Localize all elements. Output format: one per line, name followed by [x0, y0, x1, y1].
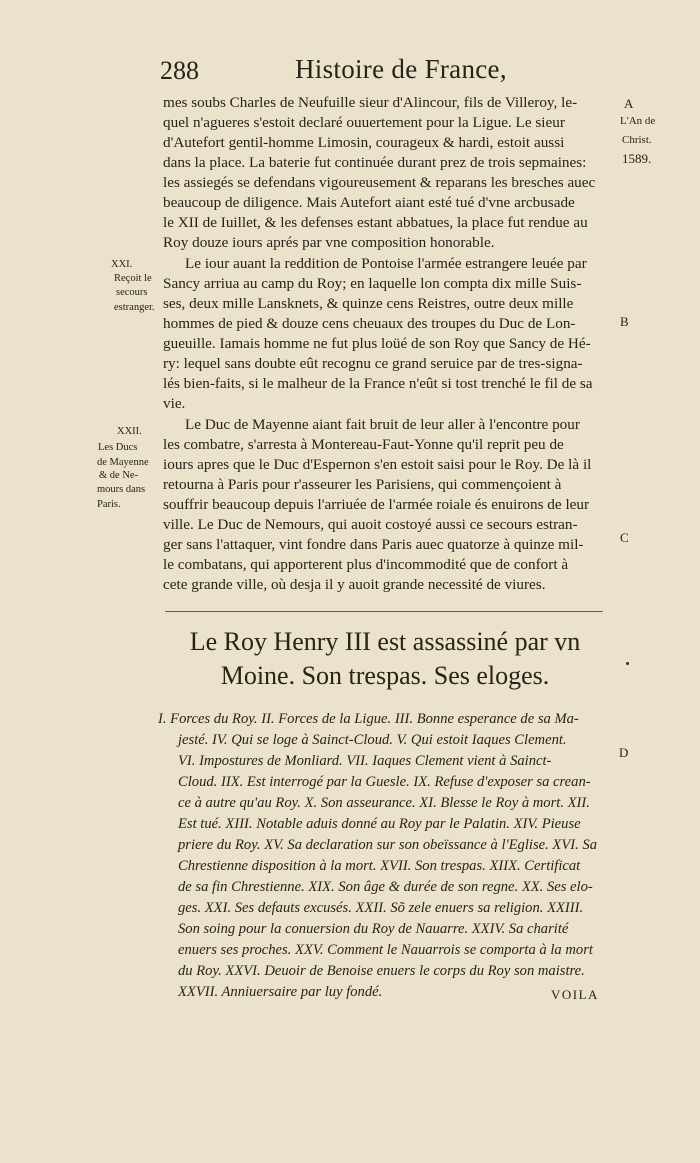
margin-letter-b: B [620, 314, 629, 329]
margin-note-xxi-3: secours [116, 287, 148, 298]
body-line: le XII de Iuillet, & les defenses estant abbatues, la place fut rendue au [163, 214, 588, 231]
margin-letter-c: C [620, 530, 629, 545]
summary-line: jesté. IV. Qui se loge à Sainct-Cloud. V. Qui estoit Iaques Clement. [178, 732, 567, 748]
margin-letter-a: A [624, 96, 634, 111]
body-line: Le Duc de Mayenne aiant fait bruit de leur aller à l'encontre pour [185, 416, 580, 433]
body-line: beaucoup de diligence. Mais Autefort aiant esté tué d'vne arcbusade [163, 194, 575, 211]
body-line: d'Autefort gentil-homme Limosin, courageux & hardi, estoit aussi [163, 134, 565, 151]
summary-line: ce à autre qu'au Roy. X. Son asseurance. XI. Blesse le Roy à mort. XII. [178, 795, 590, 811]
body-line: le combatans, qui apporterent plus d'incommodité que de confort à [163, 556, 569, 573]
body-line: lés bien-faits, si le malheur de la France n'eût si tost trenché le fil de sa [163, 375, 593, 392]
ink-dot [626, 662, 629, 665]
body-line: souffrir beaucoup depuis l'arriuée de l'armée roiale és enuirons de leur [163, 496, 590, 513]
summary-line: ges. XXI. Ses defauts excusés. XXII. Sõ zele enuers sa religion. XXIII. [178, 900, 584, 916]
body-line: dans la place. La baterie fut continuée durant prez de trois sepmaines: [163, 154, 587, 171]
margin-note-xxi-4: estranger. [114, 302, 155, 313]
summary-line: VI. Impostures de Monliard. VII. Iaques Clement vient à Sainct- [178, 753, 552, 769]
margin-note-xxi-2: Reçoit le [114, 273, 152, 284]
body-line: hommes de pied & douze cens cheuaux des troupes du Duc de Lon- [163, 315, 576, 332]
summary-line: I. Forces du Roy. II. Forces de la Ligue. III. Bonne esperance de sa Ma- [158, 711, 579, 727]
body-line: mes soubs Charles de Neufuille sieur d'Alincour, fils de Villeroy, le- [163, 94, 578, 111]
page-number: 288 [160, 56, 199, 85]
summary-line: XXVII. Anniuersaire par luy fondé. [178, 984, 383, 1000]
running-title: Histoire de France, [295, 54, 507, 84]
year-note-line-2: Christ. [622, 134, 652, 146]
body-line: les assiegés se defendans vigoureusement & reparans les bresches auec [163, 174, 596, 191]
summary-line: enuers ses proches. XXV. Comment le Nauarrois se comporta à la mort [178, 942, 593, 958]
body-line: iours apres que le Duc d'Espernon s'en estoit saisi pour le Roy. De là il [163, 456, 592, 473]
section-heading-line-1: Le Roy Henry III est assassiné par vn [189, 627, 581, 656]
margin-note-xxii-2: Les Ducs [98, 442, 138, 453]
section-heading-line-2: Moine. Son trespas. Ses eloges. [220, 661, 550, 690]
body-line: Roy douze iours aprés par vne composition honorable. [163, 234, 495, 251]
margin-note-xxii-1: XXII. [117, 426, 142, 437]
summary-line: Son soing pour la conuersion du Roy de Nauarre. XXIV. Sa charité [178, 921, 569, 937]
body-line: vie. [163, 395, 186, 412]
summary-line: priere du Roy. XV. Sa declaration sur son obeïssance à l'Eglise. XVI. Sa [178, 837, 597, 853]
body-line: Sancy arriua au camp du Roy; en laquelle lon compta dix mille Suis- [163, 275, 582, 292]
body-line: ry: lequel sans doubte eût recognu ce grand seruice par de tres-signa- [163, 355, 583, 372]
body-line: ger sans l'attaquer, vint fondre dans Paris auec quatorze à quinze mil- [163, 536, 584, 553]
body-line: ses, deux mille Lansknets, & quinze cens Reistres, outre deux mille [163, 295, 574, 312]
margin-note-xxi-1: XXI. [111, 259, 133, 270]
catchword: VOILA [551, 987, 599, 1002]
body-line: quel n'agueres s'estoit declaré ouuertement pour la Ligue. Le sieur [163, 114, 565, 131]
summary-line: Cloud. IIX. Est interrogé par la Guesle. IX. Refuse d'exposer sa crean- [178, 774, 591, 790]
section-divider [165, 611, 603, 612]
margin-note-xxii-6: Paris. [97, 499, 121, 510]
margin-note-xxii-4: & de Ne- [99, 470, 139, 481]
summary-line: de sa fin Chrestienne. XIX. Son âge & durée de son regne. XX. Ses elo- [178, 879, 593, 895]
summary-line: du Roy. XXVI. Deuoir de Benoise enuers le corps du Roy son maistre. [178, 963, 585, 979]
body-line: Le iour auant la reddition de Pontoise l'armée estrangere leuée par [185, 255, 587, 272]
margin-note-xxii-5: mours dans [97, 484, 146, 495]
body-line: cete grande ville, où desja il y auoit grande necessité de viures. [163, 576, 546, 593]
body-line: retourna à Paris pour r'asseurer les Parisiens, qui commençoient à [163, 476, 562, 493]
margin-note-xxii-3: de Mayenne [97, 457, 149, 468]
body-line: ville. Le Duc de Nemours, qui auoit costoyé aussi ce secours estran- [163, 516, 578, 533]
year-note-line-3: 1589. [622, 151, 652, 166]
body-line: gueuille. Iamais homme ne fut plus loüé de son Roy que Sancy de Hé- [163, 335, 591, 352]
margin-letter-d: D [619, 745, 629, 760]
body-line: les combatre, s'arresta à Montereau-Faut-Yonne qu'il reprit peu de [163, 436, 564, 453]
summary-line: Chrestienne disposition à la mort. XVII. Son trespas. XIIX. Certificat [178, 858, 581, 874]
summary-line: Est tué. XIII. Notable aduis donné au Roy par le Palatin. XIV. Pieuse [178, 816, 581, 832]
year-note-line-1: L'An de [620, 115, 656, 127]
